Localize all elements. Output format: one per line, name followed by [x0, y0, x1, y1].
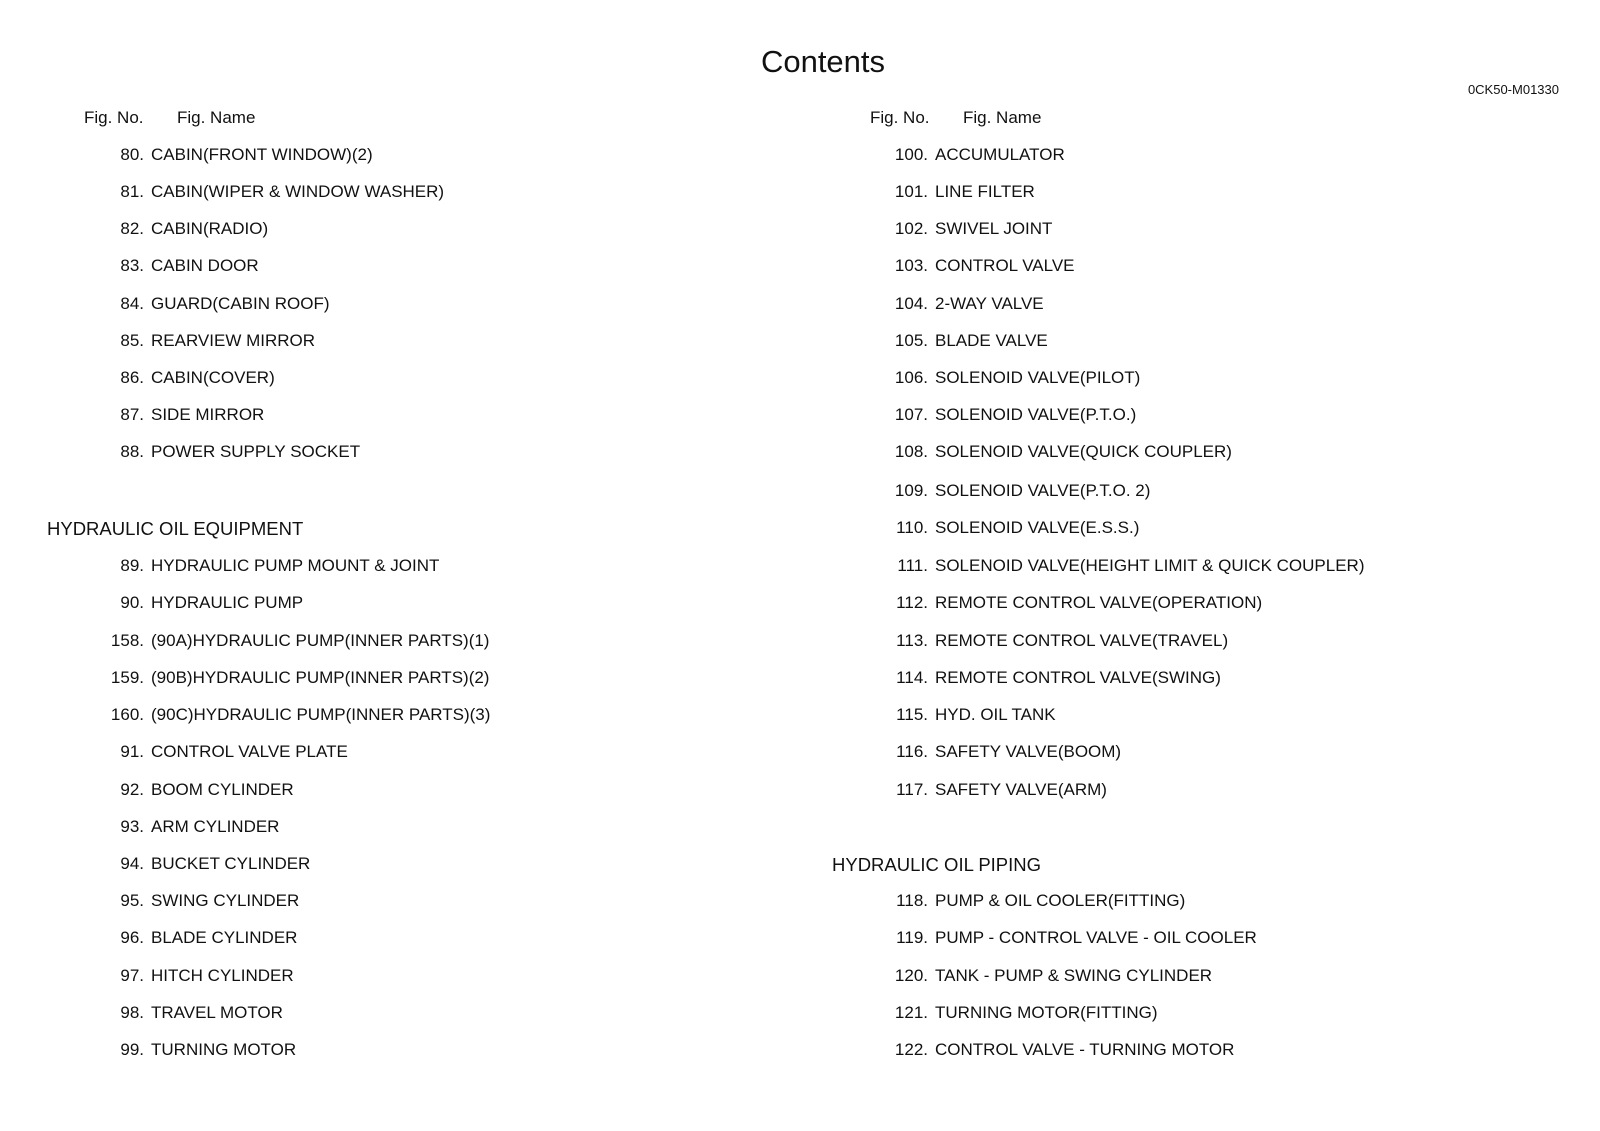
fig-number: 110. — [896, 518, 928, 537]
fig-name: PUMP - CONTROL VALVE - OIL COOLER — [935, 928, 1257, 947]
fig-number: 94. — [120, 854, 144, 873]
fig-name: SAFETY VALVE(BOOM) — [935, 742, 1122, 761]
fig-name: (90C)HYDRAULIC PUMP(INNER PARTS)(3) — [151, 705, 491, 724]
fig-name: SOLENOID VALVE(QUICK COUPLER) — [935, 442, 1232, 461]
fig-name: SAFETY VALVE(ARM) — [935, 780, 1107, 799]
fig-name: BUCKET CYLINDER — [151, 854, 311, 873]
fig-number: 105. — [894, 331, 928, 350]
fig-no-header: Fig. No. — [870, 108, 930, 127]
fig-name: TURNING MOTOR(FITTING) — [935, 1003, 1158, 1022]
fig-name: HYDRAULIC PUMP MOUNT & JOINT — [151, 556, 440, 575]
fig-number: 98. — [120, 1003, 144, 1022]
fig-number: 84. — [120, 294, 144, 313]
fig-name: REMOTE CONTROL VALVE(OPERATION) — [935, 593, 1263, 612]
fig-number: 96. — [120, 928, 144, 947]
fig-name: LINE FILTER — [935, 182, 1035, 201]
fig-number: 80. — [120, 145, 144, 164]
fig-name: CONTROL VALVE PLATE — [151, 742, 348, 761]
fig-number: 114. — [896, 668, 928, 687]
fig-name: CONTROL VALVE — [935, 256, 1075, 275]
fig-number: 81. — [120, 182, 144, 201]
fig-name: CABIN(WIPER & WINDOW WASHER) — [151, 182, 445, 201]
fig-name: CONTROL VALVE - TURNING MOTOR — [935, 1040, 1235, 1059]
fig-number: 158. — [110, 631, 144, 650]
section-heading: HYDRAULIC OIL EQUIPMENT — [47, 518, 304, 539]
fig-number: 92. — [120, 780, 144, 799]
fig-number: 85. — [120, 331, 144, 350]
fig-number: 95. — [120, 891, 144, 910]
fig-number: 108. — [894, 442, 928, 461]
fig-name: TANK - PUMP & SWING CYLINDER — [935, 966, 1213, 985]
fig-name: CABIN(FRONT WINDOW)(2) — [151, 145, 373, 164]
fig-name: REMOTE CONTROL VALVE(TRAVEL) — [935, 631, 1229, 650]
fig-number: 116. — [896, 742, 928, 761]
fig-number: 101. — [894, 182, 928, 201]
fig-number: 106. — [894, 368, 928, 387]
fig-number: 87. — [120, 405, 144, 424]
fig-number: 113. — [896, 631, 928, 650]
fig-number: 122. — [894, 1040, 928, 1059]
fig-name: POWER SUPPLY SOCKET — [151, 442, 361, 461]
fig-name-header: Fig. Name — [963, 108, 1042, 127]
fig-name: HITCH CYLINDER — [151, 966, 294, 985]
fig-name: SOLENOID VALVE(HEIGHT LIMIT & QUICK COUPLER) — [935, 556, 1365, 575]
fig-number: 89. — [120, 556, 144, 575]
fig-name: 2-WAY VALVE — [935, 294, 1044, 313]
fig-name: HYDRAULIC PUMP — [151, 593, 304, 612]
fig-name: SOLENOID VALVE(E.S.S.) — [935, 518, 1140, 537]
fig-number: 103. — [894, 256, 928, 275]
fig-name: REMOTE CONTROL VALVE(SWING) — [935, 668, 1221, 687]
fig-name: TRAVEL MOTOR — [151, 1003, 283, 1022]
fig-number: 109. — [894, 481, 928, 500]
fig-name: CABIN(RADIO) — [151, 219, 269, 238]
fig-number: 107. — [894, 405, 928, 424]
fig-name: REARVIEW MIRROR — [151, 331, 316, 350]
fig-number: 112. — [896, 593, 928, 612]
fig-name: SIDE MIRROR — [151, 405, 265, 424]
fig-name: (90A)HYDRAULIC PUMP(INNER PARTS)(1) — [151, 631, 490, 650]
fig-name: SWIVEL JOINT — [935, 219, 1053, 238]
section-heading: HYDRAULIC OIL PIPING — [832, 854, 1042, 875]
fig-number: 119. — [896, 928, 928, 947]
fig-name: CABIN(COVER) — [151, 368, 275, 387]
fig-number: 91. — [120, 742, 144, 761]
fig-name: BLADE CYLINDER — [151, 928, 298, 947]
fig-number: 159. — [110, 668, 144, 687]
fig-name: (90B)HYDRAULIC PUMP(INNER PARTS)(2) — [151, 668, 490, 687]
fig-name: PUMP & OIL COOLER(FITTING) — [935, 891, 1186, 910]
fig-number: 82. — [120, 219, 144, 238]
fig-name-header: Fig. Name — [177, 108, 256, 127]
fig-name: HYD. OIL TANK — [935, 705, 1056, 724]
fig-number: 120. — [894, 966, 928, 985]
fig-number: 121. — [894, 1003, 928, 1022]
fig-number: 83. — [120, 256, 144, 275]
fig-number: 118. — [896, 891, 928, 910]
fig-no-header: Fig. No. — [84, 108, 144, 127]
fig-name: SWING CYLINDER — [151, 891, 300, 910]
fig-name: SOLENOID VALVE(P.T.O.) — [935, 405, 1137, 424]
fig-name: GUARD(CABIN ROOF) — [151, 294, 330, 313]
fig-number: 90. — [120, 593, 144, 612]
fig-number: 100. — [894, 145, 928, 164]
document-code: 0CK50-M01330 — [1467, 82, 1559, 97]
page-title: Contents — [760, 44, 886, 79]
fig-number: 115. — [896, 705, 928, 724]
fig-number: 104. — [894, 294, 928, 313]
fig-number: 99. — [120, 1040, 144, 1059]
fig-number: 111. — [897, 556, 928, 575]
fig-number: 93. — [120, 817, 144, 836]
fig-name: BOOM CYLINDER — [151, 780, 294, 799]
fig-number: 88. — [120, 442, 144, 461]
fig-name: TURNING MOTOR — [151, 1040, 297, 1059]
fig-number: 102. — [894, 219, 928, 238]
fig-name: ARM CYLINDER — [151, 817, 280, 836]
fig-number: 160. — [110, 705, 144, 724]
fig-number: 97. — [120, 966, 144, 985]
fig-number: 117. — [896, 780, 928, 799]
fig-name: CABIN DOOR — [151, 256, 259, 275]
fig-name: ACCUMULATOR — [935, 145, 1065, 164]
fig-name: BLADE VALVE — [935, 331, 1048, 350]
fig-name: SOLENOID VALVE(P.T.O. 2) — [935, 481, 1151, 500]
fig-name: SOLENOID VALVE(PILOT) — [935, 368, 1141, 387]
fig-number: 86. — [120, 368, 144, 387]
